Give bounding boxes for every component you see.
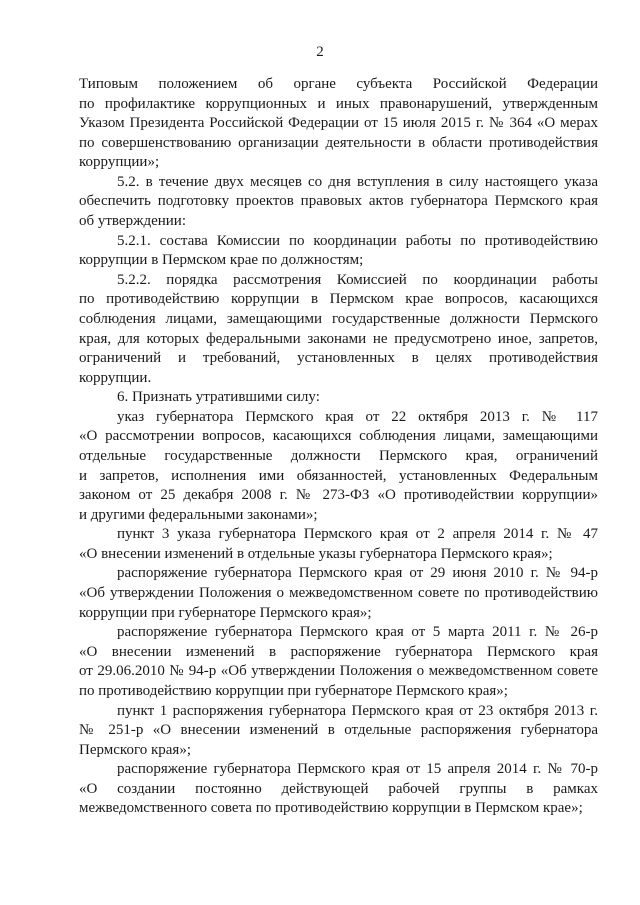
text-line: распоряжение губернатора Пермского края от 5 марта 2011 г. № 26-р [117,624,598,641]
text-line: пункт 3 указа губернатора Пермского края от 2 апреля 2014 г. № 47 [117,526,598,543]
text-line: по противодействию коррупции при губернаторе Пермского края»; [79,682,508,699]
text-line: коррупции при губернаторе Пермского края»; [79,604,372,621]
text-line: указ губернатора Пермского края от 22 октября 2013 г. № 117 [117,408,598,425]
text-line: по совершенствованию организации деятельности в области противодействия [79,134,598,151]
text-line: «О внесении изменений в отдельные указы губернатора Пермского края»; [79,545,553,562]
text-line: «О рассмотрении вопросов, касающихся соблюдения лицами, замещающими [79,428,598,445]
text-line: межведомственного совета по противодействию коррупции в Пермском крае»; [79,800,583,817]
text-line: края, для которых федеральными законами не предусмотрено иное, запретов, [79,330,598,347]
text-line: пункт 1 распоряжения губернатора Пермского края от 23 октября 2013 г. [117,702,598,719]
text-line: коррупции»; [79,154,160,171]
text-line: об утверждении: [79,213,186,230]
text-line: и запретов, исполнения ими обязанностей, установленных Федеральным [79,467,598,484]
text-line: по профилактике коррупционных и иных правонарушений, утвержденным [79,95,598,112]
text-line: Типовым положением об органе субъекта Российской Федерации [79,76,598,92]
text-line: распоряжение губернатора Пермского края от 15 апреля 2014 г. № 70-р [117,761,598,778]
text-line: Указом Президента Российской Федерации от 15 июля 2015 г. № 364 «О мерах [79,115,598,132]
text-line: и другими федеральными законами»; [79,506,318,523]
text-line: 5.2.2. порядка рассмотрения Комиссией по координации работы [117,271,598,288]
text-line: по противодействию коррупции в Пермском крае вопросов, касающихся [79,291,598,308]
page-number: 2 [316,44,324,60]
text-line: коррупции. [79,369,152,386]
text-line: коррупции в Пермском крае по должностям; [79,252,364,269]
text-line: 6. Признать утратившими силу: [117,389,320,406]
text-line: отдельные государственные должности Пермского края, ограничений [79,447,598,464]
text-line: Пермского края»; [79,741,191,758]
text-line: законом от 25 декабря 2008 г. № 273-ФЗ «О противодействии коррупции» [79,487,598,504]
text-line: «О создании постоянно действующей рабочей группы в рамках [79,780,598,797]
document-body [79,75,598,819]
text-line: распоряжение губернатора Пермского края от 29 июня 2010 г. № 94-р [117,565,598,582]
text-line: ограничений и требований, установленных в целях противодействия [79,350,598,367]
text-line: от 29.06.2010 № 94-р «Об утверждении Положения о межведомственном совете [79,663,598,680]
text-line: «Об утверждении Положения о межведомственном совете по противодействию [79,585,598,602]
text-line: соблюдения лицами, замещающими государственные должности Пермского [79,310,598,327]
text-line: 5.2. в течение двух месяцев со дня вступления в силу настоящего указа [117,173,598,190]
text-line: 5.2.1. состава Комиссии по координации работы по противодействию [117,232,598,249]
text-line: «О внесении изменений в распоряжение губернатора Пермского края [79,643,598,660]
text-line: № 251-р «О внесении изменений в отдельные распоряжения губернатора [79,722,598,739]
text-line: обеспечить подготовку проектов правовых актов губернатора Пермского края [79,193,598,210]
